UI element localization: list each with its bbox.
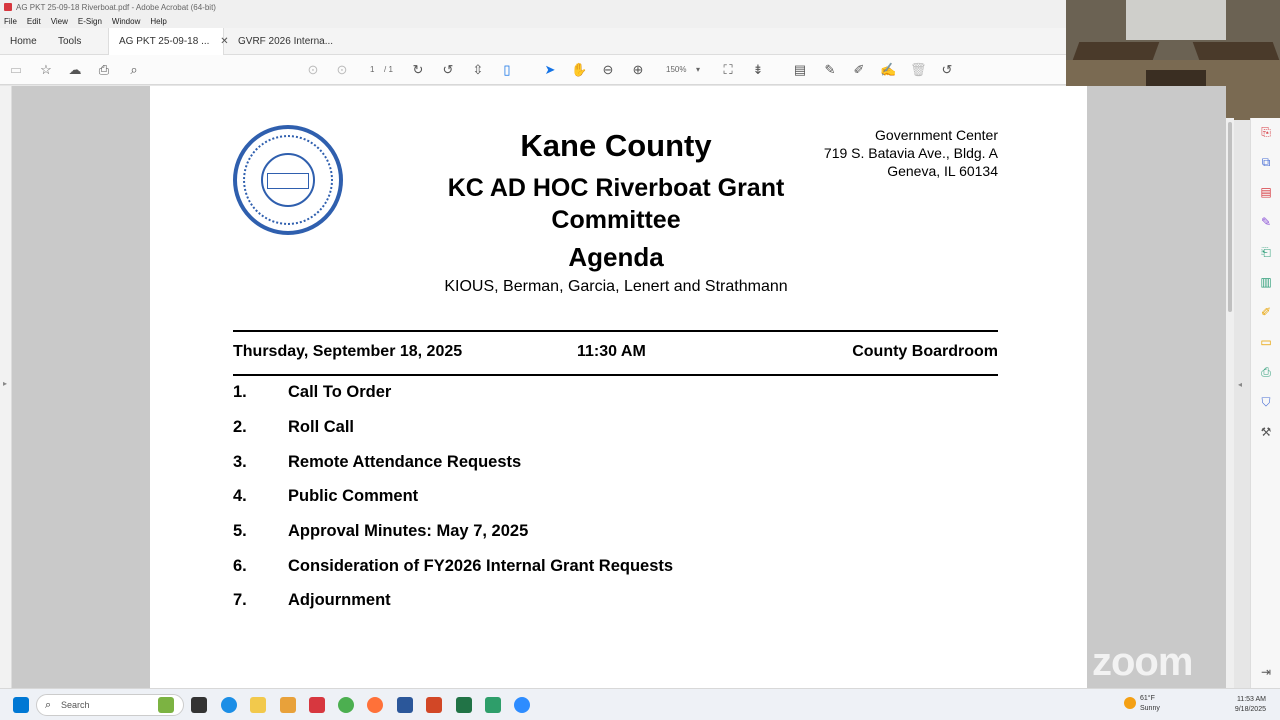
seal-center-banner bbox=[267, 173, 309, 189]
windows-taskbar bbox=[0, 688, 1280, 720]
edge-browser-icon[interactable] bbox=[221, 697, 237, 713]
chrome-browser-icon[interactable] bbox=[338, 697, 354, 713]
bookmark-star-icon[interactable]: ☆ bbox=[40, 62, 52, 77]
system-clock[interactable] bbox=[1222, 695, 1266, 715]
marquee-zoom-icon[interactable]: ⛶ bbox=[723, 62, 733, 77]
menu-window[interactable]: Window bbox=[111, 17, 141, 26]
meeting-location: County Boardroom bbox=[852, 343, 998, 360]
protect-shield-icon[interactable]: ⛉ bbox=[1261, 395, 1271, 409]
weather-widget[interactable] bbox=[1124, 694, 1160, 714]
left-panel-toggle[interactable] bbox=[0, 86, 12, 688]
zoom-out-icon[interactable]: ⊖ bbox=[602, 62, 614, 77]
agenda-item-number: 7. bbox=[233, 591, 247, 609]
county-title: Kane County bbox=[520, 128, 712, 163]
weather-temperature: 61°F bbox=[1140, 695, 1155, 702]
calculator-app-icon[interactable] bbox=[485, 697, 501, 713]
agenda-item-text: Call To Order bbox=[288, 383, 392, 401]
close-tab-icon[interactable]: ✕ bbox=[220, 36, 229, 47]
agenda-item-number: 1. bbox=[233, 383, 247, 401]
agenda-item-text: Approval Minutes: May 7, 2025 bbox=[288, 522, 529, 540]
vlc-player-icon[interactable] bbox=[280, 697, 296, 713]
firefox-browser-icon[interactable] bbox=[367, 697, 383, 713]
tab-bar bbox=[0, 28, 1066, 55]
county-seal-logo bbox=[233, 125, 343, 235]
agenda-item-text: Public Comment bbox=[288, 487, 419, 505]
window-title: AG PKT 25-09-18 Riverboat.pdf - Adobe Acrobat (64-bit) bbox=[16, 3, 216, 12]
weather-condition: Sunny bbox=[1140, 705, 1160, 712]
task-view-icon[interactable] bbox=[191, 697, 207, 713]
page-total: / 1 bbox=[384, 65, 393, 74]
acrobat-icon bbox=[4, 3, 12, 11]
hand-tool-icon[interactable]: ✋ bbox=[571, 62, 588, 77]
right-tools-rail bbox=[1250, 118, 1280, 688]
agenda-item-number: 6. bbox=[233, 557, 247, 575]
file-explorer-icon[interactable] bbox=[250, 697, 266, 713]
meeting-date: Thursday, September 18, 2025 bbox=[233, 343, 463, 360]
fill-sign-icon[interactable]: ✎ bbox=[1260, 215, 1272, 229]
draw-icon[interactable]: ✐ bbox=[853, 62, 865, 77]
toolbar bbox=[0, 55, 1066, 85]
edit-pdf-icon[interactable]: ✐ bbox=[1260, 305, 1272, 319]
tab-home[interactable]: Home bbox=[10, 36, 37, 47]
windows-start-icon[interactable] bbox=[13, 697, 29, 713]
address-line-2: 719 S. Batavia Ave., Bldg. A bbox=[823, 145, 998, 161]
excel-icon[interactable] bbox=[456, 697, 472, 713]
clock-time: 11:53 AM bbox=[1236, 696, 1266, 703]
agenda-item-number: 2. bbox=[233, 418, 247, 436]
divider-top bbox=[233, 330, 998, 332]
chevron-down-icon[interactable]: ▾ bbox=[696, 65, 701, 74]
collapse-right-panel-icon[interactable]: ◂ bbox=[1238, 380, 1243, 389]
taskbar-search-placeholder: Search bbox=[61, 700, 90, 710]
widgets-icon[interactable] bbox=[158, 697, 174, 713]
agenda-item-text: Consideration of FY2026 Internal Grant Requests bbox=[288, 557, 674, 575]
scroll-mode-icon[interactable]: ⇟ bbox=[752, 62, 764, 77]
expand-rail-icon[interactable]: ⇥ bbox=[1260, 665, 1272, 679]
menu-view[interactable]: View bbox=[50, 17, 68, 26]
tab-document-agenda-label: AG PKT 25-09-18 ... bbox=[119, 36, 210, 47]
next-page-icon[interactable]: ⊙ bbox=[336, 62, 348, 77]
expand-left-panel-icon[interactable]: ▸ bbox=[3, 379, 8, 388]
room-desk-left bbox=[1073, 42, 1160, 60]
zoom-in-icon[interactable]: ⊕ bbox=[632, 62, 644, 77]
menu-edit[interactable]: Edit bbox=[26, 17, 41, 26]
highlight-pen-icon[interactable]: ✎ bbox=[824, 62, 836, 77]
vertical-scrollbar[interactable] bbox=[1226, 118, 1234, 688]
edit-text-icon[interactable]: ✍ bbox=[880, 62, 897, 77]
previous-page-icon[interactable]: ⊙ bbox=[307, 62, 319, 77]
agenda-item-text: Roll Call bbox=[288, 418, 355, 436]
save-icon[interactable]: ▭ bbox=[9, 62, 23, 77]
zoom-level-select[interactable]: 150% bbox=[666, 65, 687, 74]
sun-weather-icon bbox=[1124, 697, 1136, 709]
agenda-item-number: 4. bbox=[233, 487, 247, 505]
upload-cloud-icon[interactable]: ☁ bbox=[68, 62, 82, 77]
scan-ocr-icon[interactable]: ⎙ bbox=[1261, 365, 1271, 379]
tab-document-agenda[interactable] bbox=[108, 28, 229, 55]
combine-files-icon[interactable]: ⧉ bbox=[1261, 155, 1271, 169]
compare-files-icon[interactable]: ▥ bbox=[1260, 275, 1272, 289]
acrobat-taskbar-icon[interactable] bbox=[309, 697, 325, 713]
scrollbar-thumb[interactable] bbox=[1228, 122, 1232, 312]
page-view-icon[interactable]: ▯ bbox=[503, 62, 511, 77]
address-line-3: Geneva, IL 60134 bbox=[887, 163, 998, 179]
word-icon[interactable] bbox=[397, 697, 413, 713]
search-icon[interactable]: ⌕ bbox=[130, 62, 138, 77]
powerpoint-icon[interactable] bbox=[426, 697, 442, 713]
menu-file[interactable]: File bbox=[4, 17, 17, 26]
meeting-time: 11:30 AM bbox=[577, 343, 646, 360]
tab-document-gvrf[interactable]: GVRF 2026 Interna... bbox=[238, 36, 334, 47]
search-magnifier-icon: ⌕ bbox=[45, 699, 52, 711]
menu-esign[interactable]: E-Sign bbox=[77, 17, 102, 26]
undo-icon[interactable]: ↺ bbox=[941, 62, 953, 77]
delete-icon[interactable]: 🗑 bbox=[910, 62, 927, 77]
select-cursor-icon[interactable]: ➤ bbox=[544, 62, 556, 77]
more-tools-icon[interactable]: ⚒ bbox=[1260, 425, 1272, 439]
zoom-app-icon[interactable] bbox=[514, 697, 530, 713]
print-icon[interactable]: ⎙ bbox=[98, 62, 110, 77]
agenda-item-number: 5. bbox=[233, 522, 247, 540]
comment-icon[interactable]: ▤ bbox=[793, 62, 807, 77]
committee-title: KC AD HOC Riverboat Grant Committee bbox=[447, 174, 785, 234]
agenda-item-text: Remote Attendance Requests bbox=[288, 453, 522, 471]
committee-members: KIOUS, Berman, Garcia, Lenert and Strathmann bbox=[444, 278, 788, 295]
agenda-item-text: Adjournment bbox=[288, 591, 391, 609]
zoom-watermark-logo: zoom bbox=[1092, 640, 1193, 684]
export-pdf-icon[interactable]: ⎗ bbox=[1261, 245, 1271, 259]
address-line-1: Government Center bbox=[875, 127, 998, 143]
comment-tool-icon[interactable]: ▭ bbox=[1260, 335, 1272, 349]
agenda-item-number: 3. bbox=[233, 453, 247, 471]
page-number-input[interactable]: 1 bbox=[370, 65, 375, 74]
tab-tools[interactable]: Tools bbox=[58, 36, 82, 47]
fit-page-icon[interactable]: ⇳ bbox=[472, 62, 484, 77]
rotate-counterclockwise-icon[interactable]: ↺ bbox=[442, 62, 454, 77]
organize-pages-icon[interactable]: ▤ bbox=[1260, 185, 1272, 199]
clock-date: 9/18/2025 bbox=[1234, 706, 1266, 713]
address-block bbox=[780, 126, 998, 180]
rotate-clockwise-icon[interactable]: ↻ bbox=[412, 62, 424, 77]
room-desk-right bbox=[1193, 42, 1280, 60]
menu-help[interactable]: Help bbox=[150, 17, 167, 26]
room-wall bbox=[1126, 0, 1226, 40]
divider-bottom bbox=[233, 374, 998, 376]
agenda-title: Agenda bbox=[568, 242, 664, 272]
create-pdf-icon[interactable]: ⎘ bbox=[1261, 125, 1271, 139]
